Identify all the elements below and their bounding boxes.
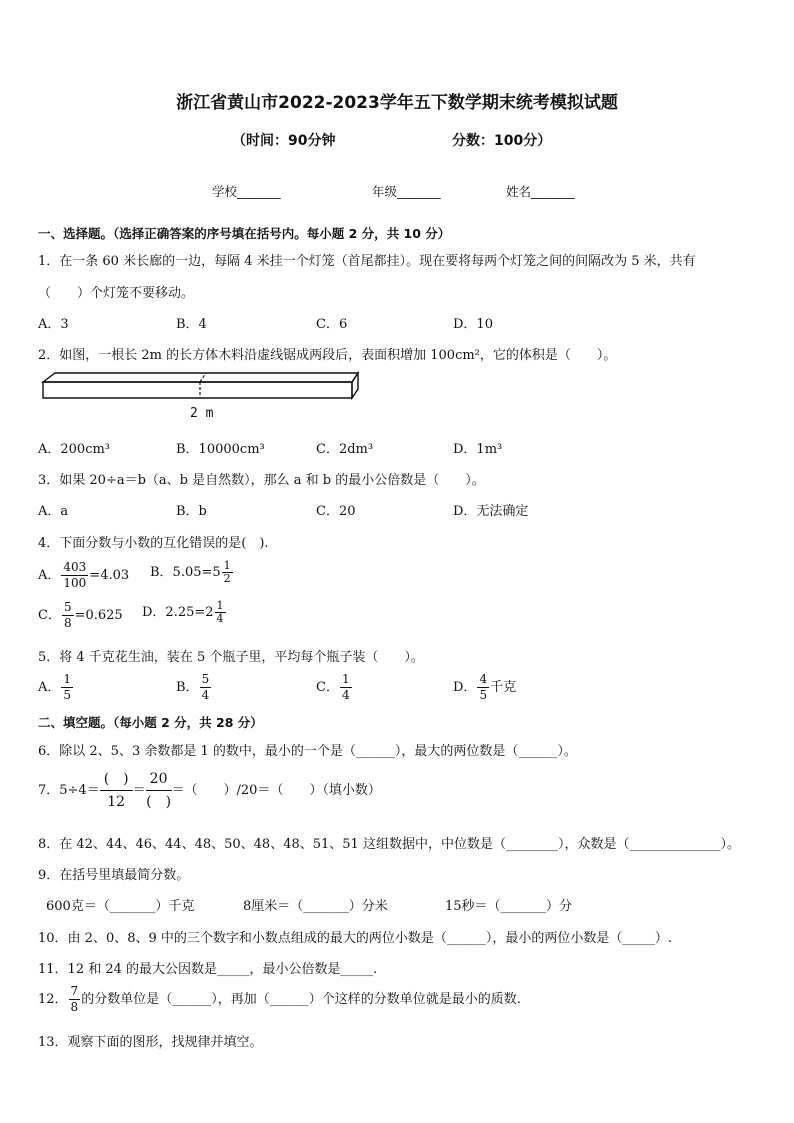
- q5-a-label: A．: [38, 680, 61, 695]
- q1-option-b[interactable]: B．4: [176, 317, 207, 332]
- q4-c-label: C．: [38, 608, 61, 623]
- q7-line[interactable]: [38, 768, 381, 813]
- grade-field[interactable]: 年级_______: [372, 184, 441, 199]
- q7-tail: ＝（ ）/20＝（ ）（填小数）: [171, 783, 381, 798]
- q9-part2[interactable]: 8厘米＝（_______）分米: [243, 899, 388, 914]
- q4-d-label: D．2.25=2: [142, 605, 214, 620]
- q5-option-b[interactable]: [176, 672, 212, 703]
- q12-tail: 的分数单位是（______），再加（______）个这样的分数单位就是最小的质数.: [81, 992, 521, 1007]
- q4-option-a[interactable]: [38, 560, 129, 591]
- q5-c-fraction: $\frac{1}{4}$: [341, 672, 350, 702]
- q3-option-d[interactable]: D．无法确定: [453, 504, 529, 519]
- q8-text[interactable]: 8．在 42、44、46、44、48、50、48、48、51、51 这组数据中，中位数是（________），众数是（______________）。: [38, 837, 740, 852]
- q9-part1[interactable]: 600克＝（_______）千克: [46, 899, 195, 914]
- q5-text: 5．将 4 千克花生油，装在 5 个瓶子里，平均每个瓶子装（ ）。: [38, 650, 424, 665]
- q4-d-fraction: $\frac{1}{4}$: [216, 599, 224, 625]
- q1-line1: 1．在一条 60 米长廊的一边，每隔 4 米挂一个灯笼（首尾都挂）。现在要将每两个灯笼之间的间隔改为 5 米，共有: [38, 254, 696, 269]
- q11-text[interactable]: 11．12 和 24 的最大公因数是_____，最小公倍数是_____.: [38, 962, 378, 977]
- q5-a-fraction: $\frac{1}{5}$: [63, 672, 72, 702]
- q1-line2: （ ）个灯笼不要移动。: [38, 286, 195, 301]
- q2-wood-figure: [40, 370, 362, 402]
- q2-option-b[interactable]: B．10000cm³: [176, 442, 265, 457]
- q4-a-label: A．: [38, 568, 61, 583]
- q5-option-c[interactable]: [316, 672, 353, 703]
- q2-option-a[interactable]: A．200cm³: [38, 442, 111, 457]
- q2-option-d[interactable]: D．1m³: [453, 442, 503, 457]
- exam-time: （时间：90分钟: [232, 133, 336, 149]
- q4-option-d[interactable]: [142, 600, 227, 625]
- q4-b-fraction: $\frac{1}{2}$: [223, 559, 231, 585]
- section-heading-choice: 一、选择题。（选择正确答案的序号填在括号内。每小题 2 分，共 10 分）: [38, 226, 451, 241]
- q1-option-a[interactable]: A．3: [38, 317, 69, 332]
- q2-text: 2．如图，一根长 2m 的长方体木料沿虚线锯成两段后，表面积增加 100cm²，它的体积是（ ）。: [38, 348, 617, 363]
- name-field[interactable]: 姓名_______: [506, 184, 575, 199]
- q5-b-fraction: $\frac{5}{4}$: [201, 672, 210, 702]
- q4-option-c[interactable]: [38, 600, 123, 631]
- q5-b-label: B．: [176, 680, 199, 695]
- q7-lead: 7．5÷4＝: [38, 783, 100, 798]
- q3-option-a[interactable]: A．a: [38, 504, 69, 519]
- q4-c-decimal: =0.625: [74, 608, 123, 623]
- q12-fraction: $\frac{7}{8}$: [70, 984, 79, 1014]
- q5-option-a[interactable]: [38, 672, 74, 703]
- q3-text: 3．如果 20÷a＝b（a、b 是自然数），那么 a 和 b 的最小公倍数是（ ）。: [38, 473, 485, 488]
- q7-fraction-2[interactable]: 20 ( ): [146, 768, 172, 813]
- q4-option-b[interactable]: [150, 560, 234, 585]
- q4-text: 4．下面分数与小数的互化错误的是( ).: [38, 536, 269, 551]
- q2-option-c[interactable]: C．2dm³: [316, 442, 374, 457]
- exam-score: 分数：100分）: [452, 133, 552, 149]
- q5-d-label: D．: [453, 680, 477, 695]
- q3-option-b[interactable]: B．b: [176, 504, 207, 519]
- q9-part3[interactable]: 15秒＝（_______）分: [445, 899, 573, 914]
- q10-text[interactable]: 10．由 2、0、8、9 中的三个数字和小数点组成的最大的两位小数是（______），最小的两位小数是（_____）.: [38, 931, 673, 946]
- q9-text: 9．在括号里填最简分数。: [38, 868, 190, 883]
- q5-option-d[interactable]: [453, 672, 516, 703]
- q6-text[interactable]: 6．除以 2、5、3 余数都是 1 的数中，最小的一个是（______），最大的两位数是（______）。: [38, 744, 577, 759]
- q5-d-unit: 千克: [490, 680, 517, 695]
- q13-text: 13．观察下面的图形，找规律并填空。: [38, 1035, 263, 1050]
- school-field[interactable]: 学校_______: [212, 184, 281, 199]
- section-heading-fill: 二、填空题。（每小题 2 分，共 28 分）: [38, 715, 263, 730]
- q4-a-decimal: =4.03: [89, 568, 130, 583]
- q3-option-c[interactable]: C．20: [316, 504, 356, 519]
- q2-figure-label: 2 m: [190, 406, 214, 421]
- q5-c-label: C．: [316, 680, 339, 695]
- q12-label: 12．: [38, 992, 68, 1007]
- q7-equals: ＝: [132, 783, 146, 798]
- q7-fraction-1[interactable]: ( ) 12: [100, 768, 133, 813]
- page-title: 浙江省黄山市2022-2023学年五下数学期末统考模拟试题: [176, 93, 618, 113]
- q1-option-c[interactable]: C．6: [316, 317, 348, 332]
- q4-c-fraction: $\frac{5}{8}$: [63, 600, 72, 630]
- q5-d-fraction: $\frac{4}{5}$: [479, 672, 488, 702]
- q4-a-fraction: $\frac{403}{100}$: [63, 560, 87, 590]
- q4-b-label: B．5.05=5: [150, 565, 221, 580]
- q1-option-d[interactable]: D．10: [453, 317, 493, 332]
- q12-line[interactable]: [38, 984, 521, 1015]
